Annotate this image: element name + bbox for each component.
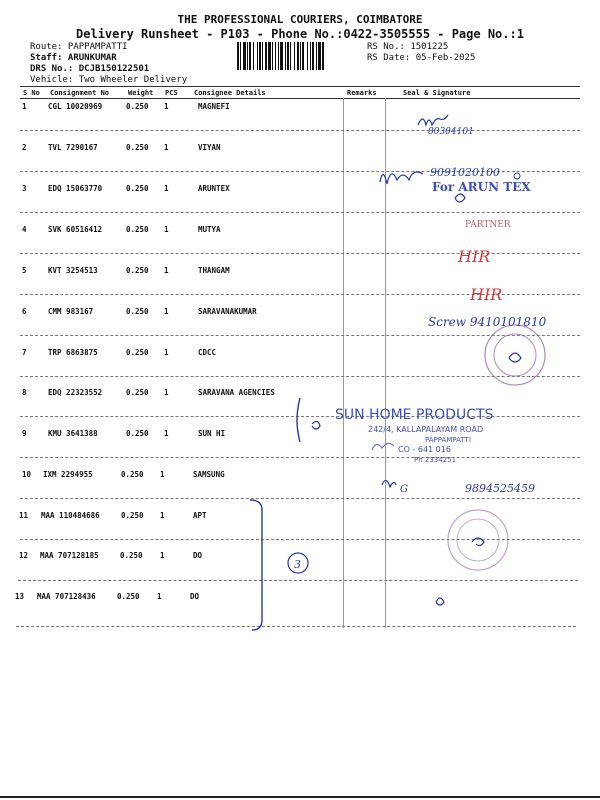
- handwriting-row-2: 9091020100: [430, 166, 500, 179]
- stamp-sun-address-3: CO - 641 016: [398, 445, 451, 454]
- row-2-pcs: 1: [164, 143, 169, 152]
- bracket-rows-11-13: [250, 500, 262, 630]
- row-3-pcs: 1: [164, 184, 169, 193]
- row-12-consignment: MAA 707128185: [40, 551, 99, 560]
- col-weight: Weight: [128, 89, 154, 97]
- row-12-pcs: 1: [160, 551, 165, 560]
- row-3-weight: 0.250: [126, 184, 149, 193]
- row-10-consignee: SAMSUNG: [193, 470, 225, 479]
- row-2-sno: 2: [22, 143, 27, 152]
- document-subtitle: Delivery Runsheet - P103 - Phone No.:0422-3505555 - Page No.:1: [76, 27, 524, 41]
- circular-stamp-bottom: [448, 510, 508, 570]
- row-13-consignment: MAA 707128436: [37, 592, 96, 601]
- row-3-sno: 3: [22, 184, 27, 193]
- handwriting-hir-1: HIR: [458, 247, 491, 266]
- row-10-consignment: IXM 2294955: [43, 470, 93, 479]
- signature-row-13: [436, 598, 444, 605]
- row-6-sno: 6: [22, 307, 27, 316]
- row-8-consignee: SARAVANA AGENCIES: [198, 388, 275, 397]
- row-7-consignee: CDCC: [198, 348, 217, 357]
- row-11-sno: 11: [19, 511, 29, 520]
- signature-row-3: [455, 194, 465, 202]
- mark-2: [312, 421, 320, 429]
- row-9-weight: 0.250: [126, 429, 149, 438]
- row-3-consignment: EDQ 15063770: [48, 184, 103, 193]
- row-9-consignment: KMU 3641388: [48, 429, 98, 438]
- row-6-weight: 0.250: [126, 307, 149, 316]
- circular-stamp-cdcc: [485, 325, 545, 385]
- row-7-consignment: TRP 6863875: [48, 348, 98, 357]
- row-1-weight: 0.250: [126, 102, 149, 111]
- row-3-consignee: ARUNTEX: [198, 184, 230, 193]
- signature-row-1: [418, 115, 448, 125]
- row-10-sno: 10: [22, 470, 32, 479]
- row-6-pcs: 1: [164, 307, 169, 316]
- col-consignment: Consignment No: [50, 89, 110, 97]
- row-9-consignee: SUN HI: [198, 429, 226, 438]
- col-consignee: Consignee Details: [194, 89, 266, 97]
- col-sno: S No: [23, 89, 40, 97]
- staff-label: Staff: ARUNKUMAR: [30, 53, 117, 63]
- stamp-sun-home-products: [335, 407, 494, 464]
- row-4-weight: 0.250: [126, 225, 149, 234]
- row-11-consignment: MAA 110484686: [41, 511, 100, 520]
- handwriting-row-6: Screw 9410101810: [428, 315, 547, 329]
- stamp-sun-address-1: 242/4, KALLAPALAYAM ROAD: [368, 425, 484, 434]
- row-2-consignee: VIYAN: [198, 143, 221, 152]
- row-1-consignment: CGL 10020969: [48, 102, 103, 111]
- signature-row-10: [382, 480, 396, 487]
- col-pcs: PCS: [165, 89, 178, 97]
- row-13-sno: 13: [15, 592, 25, 601]
- signature-row-10-initials: G: [400, 484, 408, 495]
- vehicle-label: Vehicle: Two Wheeler Delivery: [30, 75, 188, 85]
- stamp-aruntex: For ARUN TEX: [432, 180, 531, 194]
- handwriting-hir-2: HIR: [470, 285, 503, 304]
- row-6-consignment: CMM 983167: [48, 307, 94, 316]
- row-9-pcs: 1: [164, 429, 169, 438]
- handwriting-row-1: 80304101: [428, 127, 474, 137]
- row-11-weight: 0.250: [121, 511, 144, 520]
- ink-loop: [514, 173, 520, 179]
- row-12-weight: 0.250: [120, 551, 143, 560]
- bracket-rows-8-9: [297, 398, 300, 442]
- row-6-consignee: SARAVANAKUMAR: [198, 307, 257, 316]
- rs-date: RS Date: 05-Feb-2025: [367, 53, 476, 63]
- row-4-pcs: 1: [164, 225, 169, 234]
- row-1-sno: 1: [22, 102, 27, 111]
- rs-number: RS No.: 1501225: [367, 42, 449, 52]
- row-5-weight: 0.250: [126, 266, 149, 275]
- row-8-weight: 0.250: [126, 388, 149, 397]
- row-4-consignee: MUTYA: [198, 225, 221, 234]
- row-13-pcs: 1: [157, 592, 162, 601]
- drs-label: DRS No.: DCJB150122501: [30, 64, 150, 74]
- signature-row-2: [380, 172, 423, 184]
- row-12-sno: 12: [19, 551, 29, 560]
- row-1-pcs: 1: [164, 102, 169, 111]
- row-1-consignee: MAGNEFI: [198, 102, 230, 111]
- row-5-sno: 5: [22, 266, 27, 275]
- stamp-partner: PARTNER: [465, 220, 511, 230]
- row-13-consignee: DO: [190, 592, 200, 601]
- route-label: Route: PAPPAMPATTI: [30, 42, 128, 52]
- row-4-sno: 4: [22, 225, 27, 234]
- row-9-sno: 9: [22, 429, 27, 438]
- row-8-sno: 8: [22, 388, 27, 397]
- row-11-pcs: 1: [160, 511, 165, 520]
- row-13-weight: 0.250: [117, 592, 140, 601]
- document-title: THE PROFESSIONAL COURIERS, COIMBATORE: [177, 13, 423, 26]
- row-5-consignment: KVT 3254513: [48, 266, 98, 275]
- row-12-consignee: DO: [193, 551, 203, 560]
- row-11-consignee: APT: [193, 511, 207, 520]
- col-seal-signature: Seal & Signature: [403, 89, 471, 97]
- row-4-consignment: SVK 60516412: [48, 225, 103, 234]
- row-2-weight: 0.250: [126, 143, 149, 152]
- stamp-sun-home-title: SUN HOME PRODUCTS: [335, 407, 494, 423]
- row-5-pcs: 1: [164, 266, 169, 275]
- row-5-consignee: THANGAM: [198, 266, 230, 275]
- stamp-sun-address-2: PAPPAMPATTI: [425, 436, 471, 444]
- row-2-consignment: TVL 7290167: [48, 143, 98, 152]
- handwriting-row-10: 9894525459: [465, 482, 535, 495]
- row-7-pcs: 1: [164, 348, 169, 357]
- row-7-weight: 0.250: [126, 348, 149, 357]
- handwriting-row-12: 3: [294, 558, 301, 571]
- row-10-weight: 0.250: [121, 470, 144, 479]
- row-8-pcs: 1: [164, 388, 169, 397]
- row-8-consignment: EDQ 22323552: [48, 388, 103, 397]
- row-10-pcs: 1: [160, 470, 165, 479]
- col-remarks: Remarks: [347, 89, 377, 97]
- row-7-sno: 7: [22, 348, 27, 357]
- stamp-sun-address-4: Ph 2334251: [414, 456, 457, 464]
